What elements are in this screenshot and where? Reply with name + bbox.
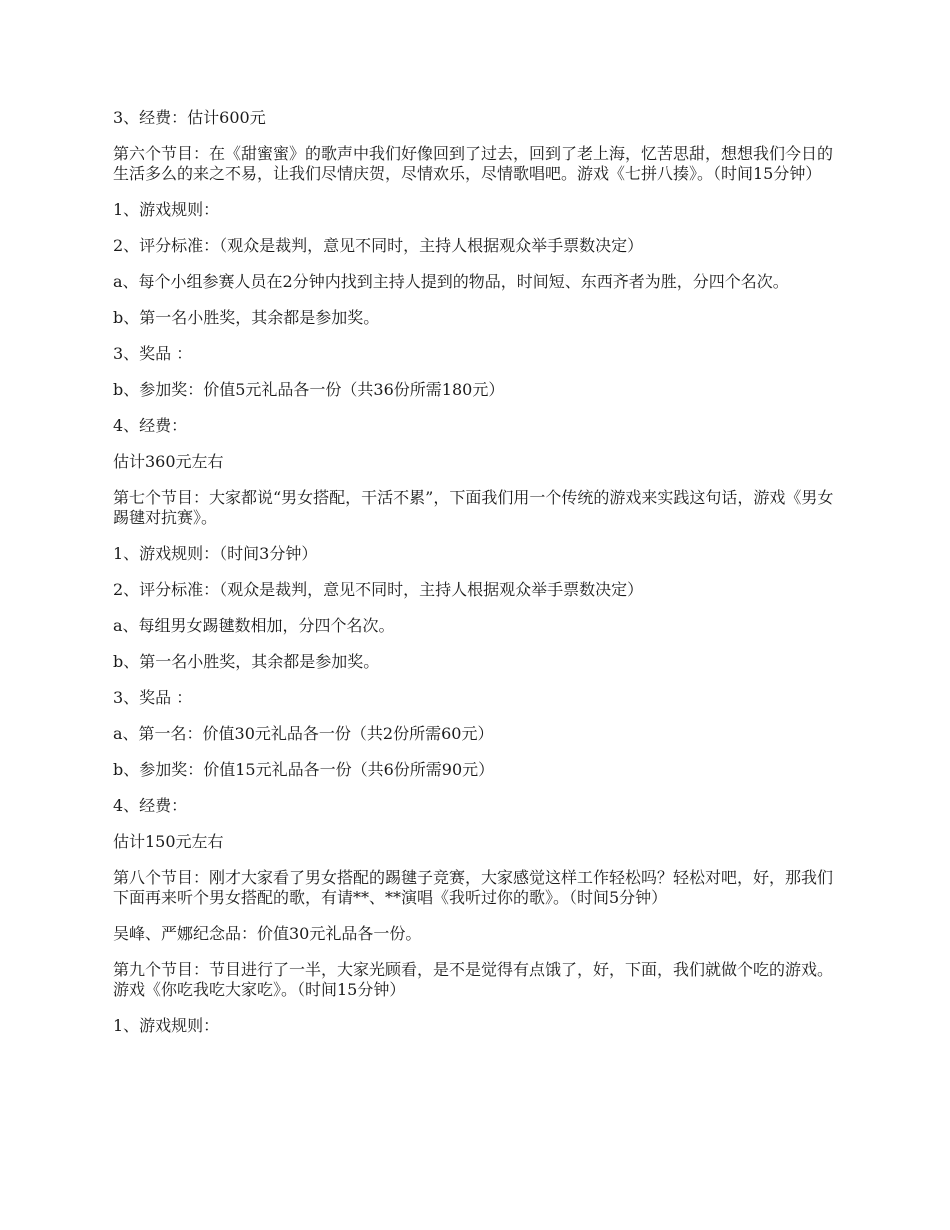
paragraph-rule-a-2: a、每组男女踢毽数相加，分四个名次。: [113, 616, 395, 635]
paragraph-estimate-360: 估计360元左右: [113, 452, 224, 471]
paragraph-rule-b: b、第一名小胜奖，其余都是参加奖。: [113, 308, 380, 327]
paragraph-expense-600: 3、经费：估计600元: [113, 108, 266, 127]
paragraph-scoring-criteria-2: 2、评分标准：（观众是裁判，意见不同时，主持人根据观众举手票数决定）: [113, 580, 644, 599]
paragraph-game-rules: 1、游戏规则：: [113, 200, 220, 219]
paragraph-souvenir: 吴峰、严娜纪念品：价值30元礼品各一份。: [113, 924, 422, 943]
paragraph-scoring-criteria: 2、评分标准：（观众是裁判，意见不同时，主持人根据观众举手票数决定）: [113, 236, 644, 255]
paragraph-participation-prize-2: b、参加奖：价值15元礼品各一份（共6份所需90元）: [113, 760, 495, 779]
paragraph-rule-a: a、每个小组参赛人员在2分钟内找到主持人提到的物品，时间短、东西齐者为胜，分四个名次。: [113, 272, 789, 291]
paragraph-prizes-2: 3、奖品 ：: [113, 688, 193, 707]
paragraph-program-nine: 第九个节目：节目进行了一半，大家光顾看，是不是觉得有点饿了，好，下面，我们就做个吃的游戏。游戏《你吃我吃大家吃》。（时间15分钟）: [113, 960, 834, 999]
paragraph-first-prize: a、第一名：价值30元礼品各一份（共2份所需60元）: [113, 724, 494, 743]
paragraph-expense-2: 4、经费：: [113, 796, 188, 815]
paragraph-participation-prize: b、参加奖：价值5元礼品各一份（共36份所需180元）: [113, 380, 505, 399]
paragraph-rule-b-2: b、第一名小胜奖，其余都是参加奖。: [113, 652, 380, 671]
paragraph-program-six: 第六个节目：在《甜蜜蜜》的歌声中我们好像回到了过去，回到了老上海，忆苦思甜，想想我们今日的生活多么的来之不易，让我们尽情庆贺，尽情欢乐，尽情歌唱吧。游戏《七拼八揍》。（时间15分钟）: [113, 144, 834, 183]
paragraph-game-rules-time: 1、游戏规则：（时间3分钟）: [113, 544, 318, 563]
document-body: [113, 108, 843, 1052]
paragraph-program-eight: 第八个节目：刚才大家看了男女搭配的踢毽子竞赛，大家感觉这样工作轻松吗？轻松对吧，好，那我们下面再来听个男女搭配的歌，有请**、**演唱《我听过你的歌》。（时间5分钟）: [113, 868, 834, 907]
paragraph-expense: 4、经费：: [113, 416, 188, 435]
paragraph-prizes: 3、奖品 ：: [113, 344, 193, 363]
paragraph-program-seven: 第七个节目：大家都说“男女搭配，干活不累”，下面我们用一个传统的游戏来实践这句话，游戏《男女踢毽对抗赛》。: [113, 488, 834, 527]
paragraph-game-rules-3: 1、游戏规则：: [113, 1016, 220, 1035]
paragraph-estimate-150: 估计150元左右: [113, 832, 224, 851]
